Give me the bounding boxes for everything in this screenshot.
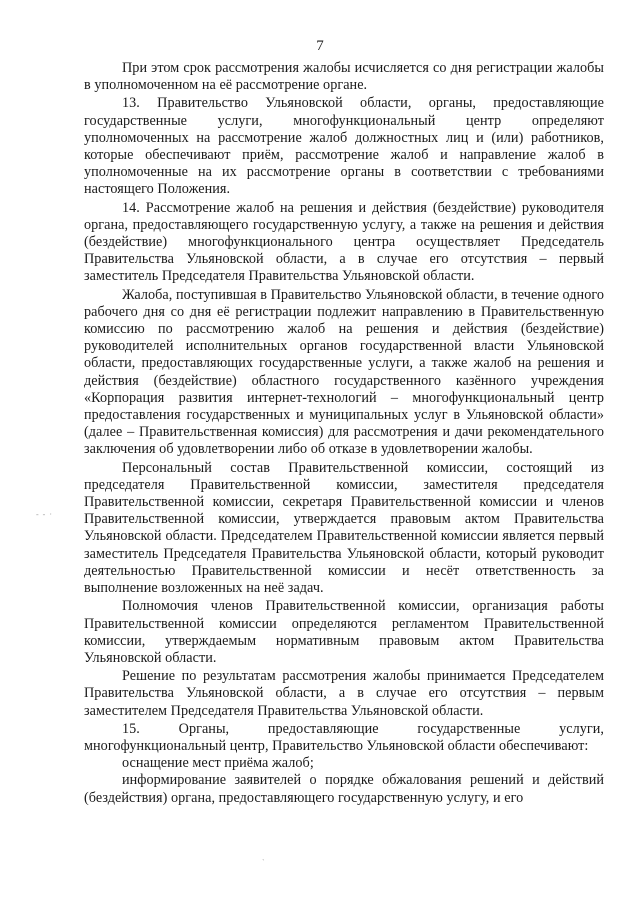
paragraph-commission-composition: Персональный состав Правительственной комиссии, состоящий из председателя Правительственной комиссии, заместителя председателя Правительственной комиссии, секретаря Правительственной комиссии и членов Правительственной комиссии, утверждается правовым актом Правительства Ульяновской области. Председателем Правительственной комиссии является первый заместитель Председателя Правительства Ульяновской области, который руководит деятельностью Правительственной комиссии и несёт ответственность за выполнение возложенных на неё задач. (84, 459, 604, 597)
paragraph-15: 15. Органы, предоставляющие государственные услуги, многофункциональный центр, Правительство Ульяновской области обеспечивают: (84, 720, 604, 754)
paragraph-complaint-term: При этом срок рассмотрения жалобы исчисляется со дня регистрации жалобы в уполномоченном на её рассмотрение органе. (84, 60, 604, 94)
scan-artifact-mark: - - · (36, 510, 53, 519)
paragraph-14: 14. Рассмотрение жалоб на решения и действия (бездействие) руководителя органа, предоставляющего государственную услугу, а также на решения и действия (бездействие) многофункционального центра осуществляет Председатель Правительства Ульяновской области, а в случае его отсутствия – первый заместитель Председателя Правительства Ульяновской области. (84, 199, 604, 285)
paragraph-equipment: оснащение мест приёма жалоб; (122, 755, 314, 772)
paragraph-informing: информирование заявителей о порядке обжалования решений и действий (бездействия) органа, предоставляющего государственную услугу, и его (84, 772, 604, 806)
paragraph-complaint-received: Жалоба, поступившая в Правительство Ульяновской области, в течение одного рабочего дня со дня её регистрации подлежит направлению в Правительственную комиссию по рассмотрению жалоб на решения и действия (бездействие) руководителей исполнительных органов государственной власти Ульяновской области, предоставляющих государственные услуги, а также жалоб на решения и действия (бездействие) областного государственного казённого учреждения «Корпорация развития интернет-технологий – многофункциональный центр предоставления государственных и муниципальных услуг в Ульяновской области» (далее – Правительственная комиссия) для рассмотрения и дачи рекомендательного заключения об удовлетворении либо об отказе в удовлетворении жалобы. (84, 286, 604, 458)
page-number: 7 (316, 38, 324, 54)
paragraph-13: 13. Правительство Ульяновской области, органы, предоставляющие государственные услуги, многофункциональный центр определяют уполномоченных на рассмотрение жалоб должностных лиц и (или) работников, которые обеспечивают приём, рассмотрение жалоб и направление жалоб в уполномоченные на их рассмотрение органы в соответствии с требованиями настоящего Положения. (84, 95, 604, 198)
document-body (84, 60, 604, 807)
paragraph-decision: Решение по результатам рассмотрения жалобы принимается Председателем Правительства Ульяновской области, а в случае его отсутствия – первым заместителем Председателя Правительства Ульяновской области. (84, 668, 604, 719)
scan-artifact-dot: ` (262, 858, 265, 867)
paragraph-commission-powers: Полномочия членов Правительственной комиссии, организация работы Правительственной комиссии определяются регламентом Правительственной комиссии, утверждаемым нормативным правовым актом Правительства Ульяновской области. (84, 598, 604, 666)
